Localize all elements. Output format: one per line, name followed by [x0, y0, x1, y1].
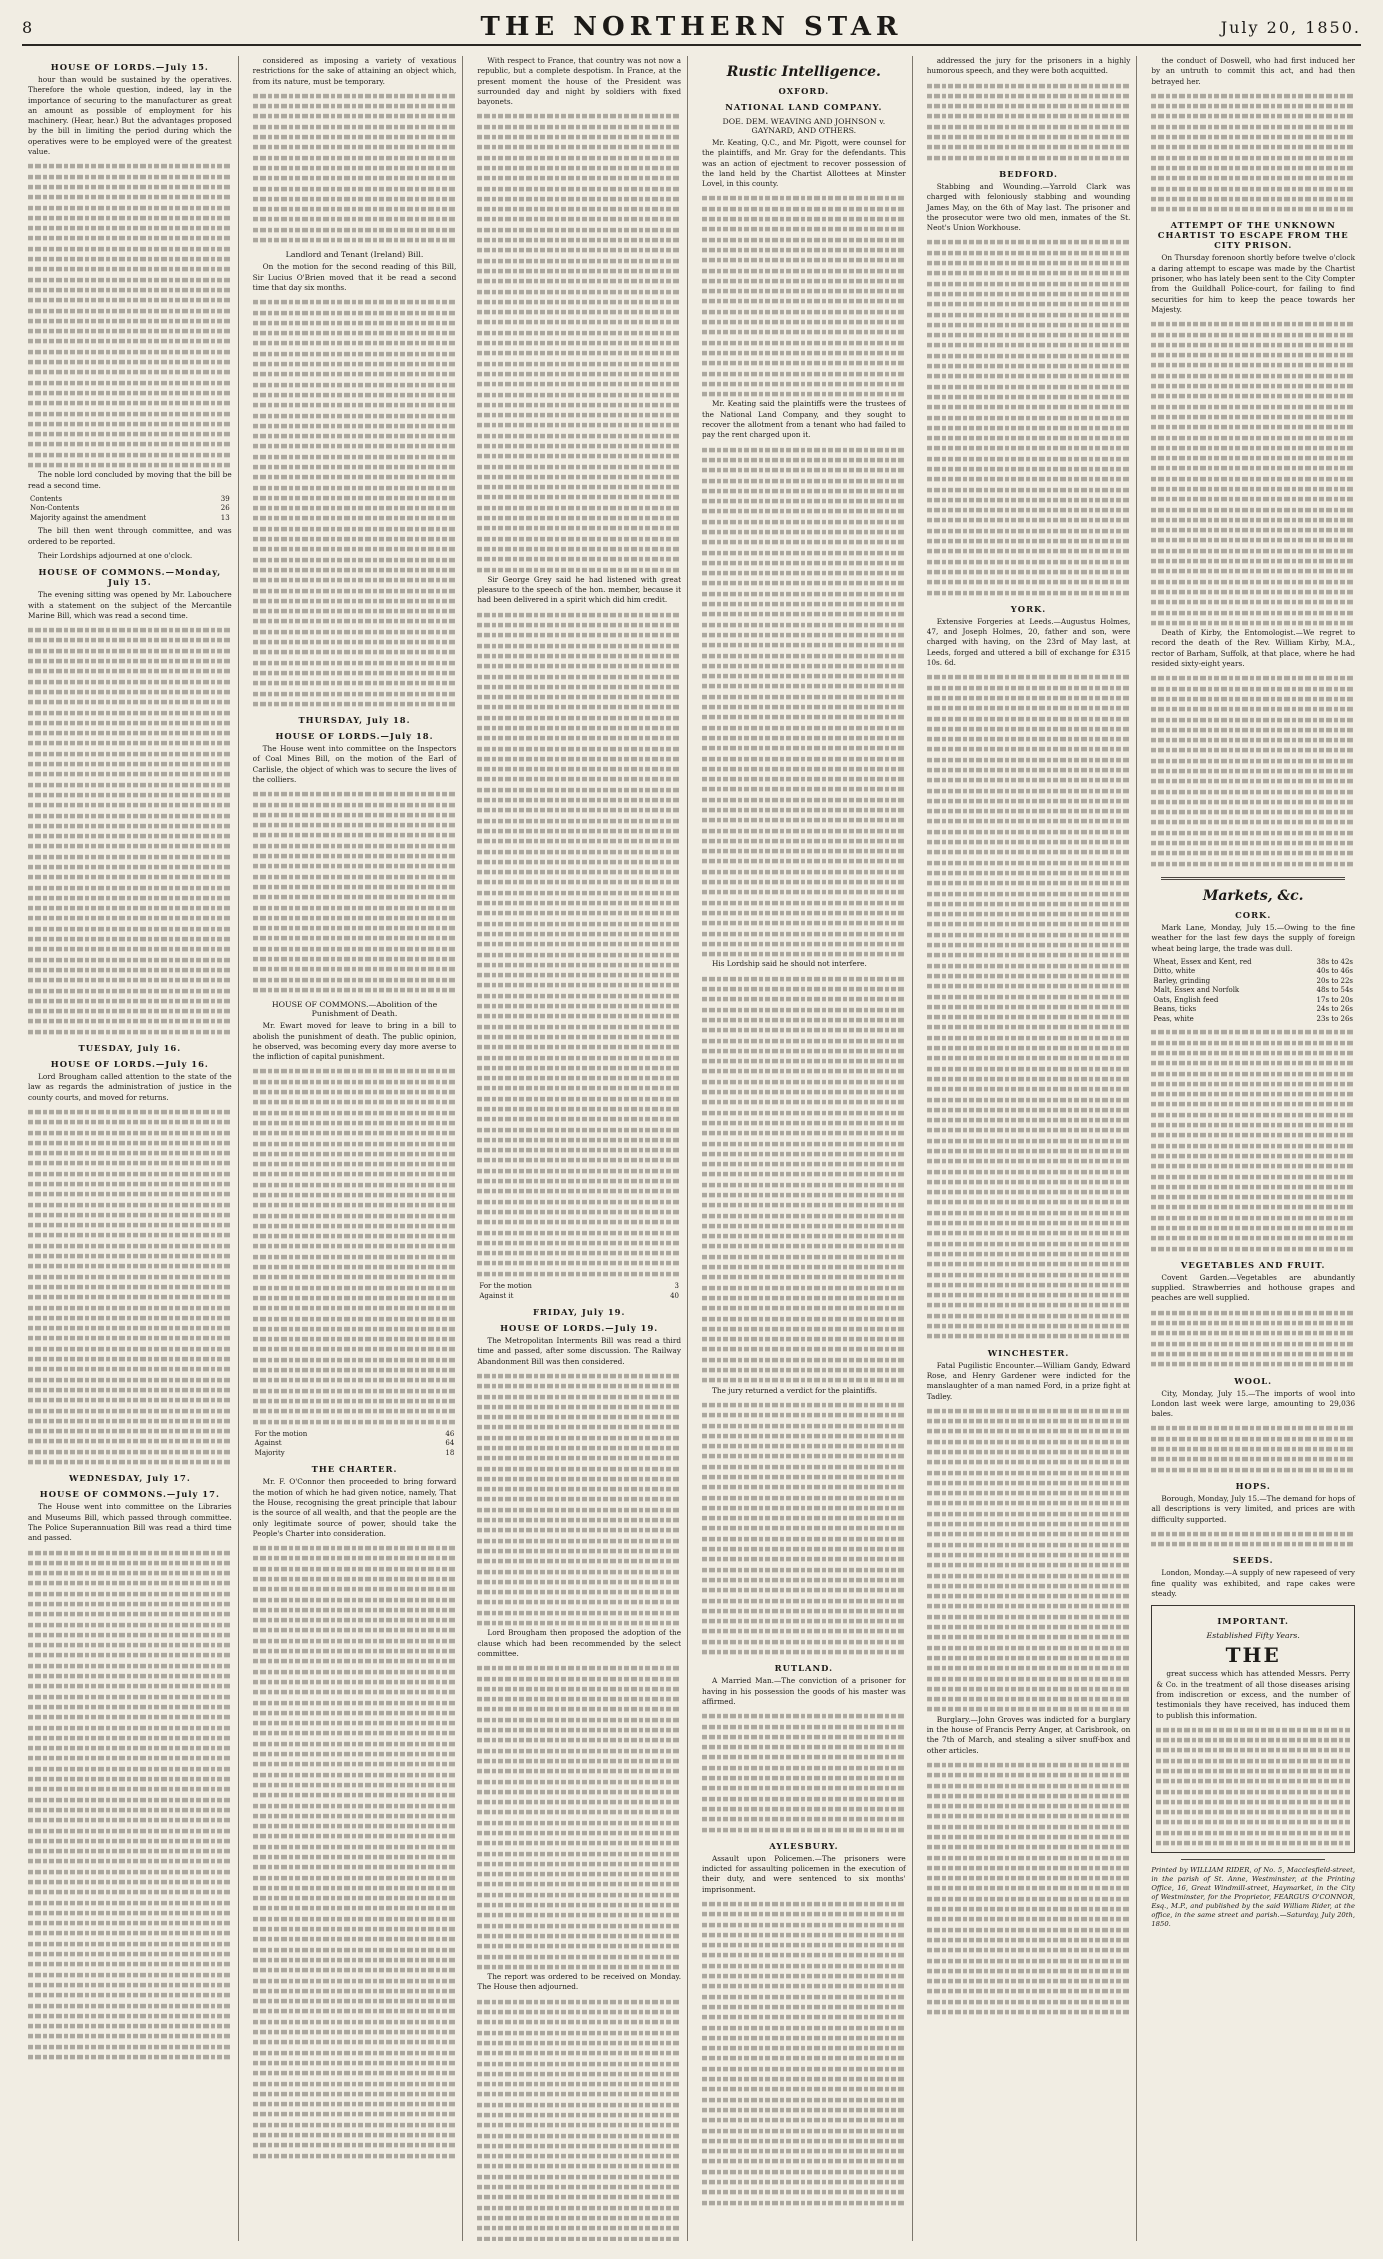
- price-value: 20s to 22s: [1316, 976, 1354, 985]
- article-paragraph: Assault upon Policemen.—The prisoners were indicted for assaulting policemen in the execution of their duty, and were sentenced to six months' imprisonment.: [702, 1853, 906, 1894]
- price-value: 17s to 20s: [1316, 995, 1354, 1004]
- article-paragraph: The report was ordered to be received on Monday. The House then adjourned.: [477, 1972, 682, 1992]
- columns: [22, 56, 1361, 2241]
- section-heading: WINCHESTER.: [987, 1347, 1070, 1358]
- article-paragraph: On Thursday forenoon shortly before twelve o'clock a daring attempt to escape was made by the Chartist prisoner, who has lately been sent to the City Compter from the Guildhall Police-court, for failing to find securities for him to keep the peace towards her Majesty.: [1151, 253, 1356, 314]
- section-heading: ATTEMPT OF THE UNKNOWN CHARTIST TO ESCAPE FROM THE CITY PRISON.: [1157, 220, 1349, 251]
- article-paragraph: Stabbing and Wounding.—Yarrold Clark was charged with feloniously stabbing and wounding James May, on the 6th of May last. The prisoner and the prosecutor were two old men, inmates of the St. Neot's Union Workhouse.: [926, 181, 1131, 233]
- column-1: [22, 56, 239, 2241]
- divider: [1161, 877, 1345, 880]
- article-paragraph: The noble lord concluded by moving that the bill be read a second time.: [28, 470, 232, 490]
- ad-lead: THE: [1225, 1643, 1281, 1668]
- article-paragraph: Borough, Monday, July 15.—The demand for hops of all descriptions is very limited, and prices are with difficulty supported.: [1151, 1493, 1356, 1524]
- section-heading: HOUSE OF LORDS.—July 16.: [50, 1059, 209, 1070]
- price-value: 48s to 54s: [1316, 986, 1354, 995]
- article-paragraph: Fatal Pugilistic Encounter.—William Gandy, Edward Rose, and Henry Gardener were indicted for the manslaughter of a man named Ford, in a prize fight at Tadley.: [926, 1360, 1131, 1401]
- newspaper-title: THE NORTHERN STAR: [480, 12, 903, 42]
- article-paragraph: considered as imposing a variety of vexatious restrictions for the sake of attaining an object which, from its nature, must be temporary.: [252, 56, 457, 86]
- price-row: [1151, 996, 1355, 1006]
- section-heading: Landlord and Tenant (Ireland) Bill.: [285, 250, 424, 260]
- price-item: Oats, English feed: [1153, 995, 1219, 1004]
- section-heading: WOOL.: [1234, 1375, 1273, 1386]
- column-4: [696, 56, 913, 2241]
- section-heading: YORK.: [1010, 603, 1047, 614]
- price-value: 23s to 26s: [1316, 1014, 1354, 1023]
- article-paragraph: Mr. Ewart moved for leave to bring in a bill to abolish the punishment of death. The public opinion, he observed, was becoming every day more averse to the infliction of capital punishment.: [252, 1021, 457, 1062]
- section-heading: NATIONAL LAND COMPANY.: [725, 102, 883, 112]
- article-paragraph: London, Monday.—A supply of new rapeseed of very fine quality was exhibited, and rape cakes were steady.: [1151, 1568, 1356, 1599]
- price-row: [1151, 1005, 1355, 1015]
- section-heading: OXFORD.: [778, 86, 830, 96]
- article-paragraph: The House went into committee on the Inspectors of Coal Mines Bill, on the motion of the Earl of Carlisle, the object of which was to secure the lives of the colliers.: [252, 744, 457, 784]
- article-paragraph: The evening sitting was opened by Mr. Labouchere with a statement on the subject of the Mercantile Marine Bill, which was read a second time.: [28, 590, 232, 620]
- section-heading: HOUSE OF COMMONS.—Abolition of the Punishment of Death.: [271, 1000, 438, 1019]
- ad-text: great success which has attended Messrs. Perry & Co. in the treatment of all those diseases arising from indiscretion or excess, and the number of testimonials they have received, has induced them to publish this information.: [1156, 1669, 1351, 1720]
- section-title: Markets, &c.: [1202, 887, 1304, 904]
- section-title: Rustic Intelligence.: [726, 64, 881, 80]
- price-row: [1151, 986, 1355, 996]
- article-paragraph: Covent Garden.—Vegetables are abundantly supplied. Strawberries and hothouse grapes and peaches are well supplied.: [1151, 1272, 1356, 1303]
- column-5: [921, 56, 1138, 2241]
- divider: [1181, 1859, 1325, 1860]
- article-paragraph: Mr. Keating, Q.C., and Mr. Pigott, were counsel for the plaintiffs, and Mr. Gray for the defendants. This was an action of ejectment to recover possession of the land held by the Chartist Allottees at Minster Lovel, in this county.: [702, 138, 906, 189]
- section-heading: HOUSE OF LORDS.—July 15.: [50, 62, 209, 72]
- article-paragraph: Mr. F. O'Connor then proceeded to bring forward the motion of which he had given notice, namely, That the House, recognising the great principle that labour is the source of all wealth, and that the people are the only legitimate source of power, should take the People's Charter into consideration.: [252, 1477, 457, 1538]
- price-row: [1151, 958, 1355, 968]
- article-paragraph: The bill then went through committee, and was ordered to be reported.: [28, 526, 232, 546]
- article-paragraph: the conduct of Doswell, who had first induced her by an untruth to commit this act, and had then betrayed her.: [1151, 56, 1356, 86]
- section-heading: HOUSE OF COMMONS.—Monday, July 15.: [38, 567, 222, 588]
- price-value: 38s to 42s: [1316, 957, 1354, 966]
- price-item: Peas, white: [1153, 1014, 1194, 1023]
- section-heading: BEDFORD.: [999, 168, 1058, 179]
- price-item: Wheat, Essex and Kent, red: [1153, 957, 1252, 966]
- section-heading: THURSDAY, July 18.: [298, 715, 411, 726]
- section-heading: HOUSE OF LORDS.—July 19.: [500, 1323, 659, 1334]
- page-number: 8: [22, 18, 33, 37]
- article-paragraph: City, Monday, July 15.—The imports of wool into London last week were large, amounting to 29,036 bales.: [1151, 1388, 1356, 1419]
- price-value: 40s to 46s: [1316, 967, 1354, 976]
- article-paragraph: The jury returned a verdict for the plaintiffs.: [712, 1385, 878, 1395]
- article-paragraph: Their Lordships adjourned at one o'clock.: [38, 550, 193, 560]
- column-3: [471, 56, 688, 2241]
- price-item: Beans, ticks: [1153, 1005, 1197, 1014]
- advertisement: [1151, 1605, 1355, 1853]
- section-heading: FRIDAY, July 19.: [532, 1307, 626, 1318]
- article-paragraph: On the motion for the second reading of this Bill, Sir Lucius O'Brien moved that it be read a second time that day six months.: [252, 262, 457, 292]
- price-item: Barley, grinding: [1153, 976, 1211, 985]
- price-row: [1151, 1015, 1355, 1025]
- article-paragraph: Extensive Forgeries at Leeds.—Augustus Holmes, 47, and Joseph Holmes, 20, father and son, were charged with having, on the 23rd of May last, at Leeds, forged and uttered a bill of exchange for £315 10s. 6d.: [926, 616, 1131, 668]
- section-heading: CORK.: [1235, 909, 1272, 920]
- price-row: [1151, 977, 1355, 987]
- price-table: [1151, 958, 1355, 1025]
- article-paragraph: The Metropolitan Interments Bill was read a third time and passed, after some discussion. The Railway Abandonment Bill was then considered.: [477, 1336, 682, 1366]
- division-list: For the motion 46 Against 64 Majority 18: [254, 1429, 455, 1457]
- column-6: [1145, 56, 1361, 2241]
- section-heading: TUESDAY, July 16.: [78, 1043, 182, 1054]
- division-list: For the motion 3 Against it 40: [479, 1282, 680, 1300]
- article-paragraph: Sir George Grey said he had listened with great pleasure to the speech of the hon. member, because it had been delivered in a spirit which did him credit.: [477, 574, 682, 605]
- ad-heading: IMPORTANT.: [1217, 1616, 1289, 1627]
- article-paragraph: With respect to France, that country was not now a republic, but a complete despotism. In France, at the present moment the house of the President was surrounded day and night by soldiers with fixed bayonets.: [477, 56, 682, 107]
- masthead: [22, 10, 1361, 46]
- price-item: Ditto, white: [1153, 967, 1196, 976]
- price-value: 24s to 26s: [1316, 1005, 1354, 1014]
- section-heading: VEGETABLES AND FRUIT.: [1180, 1259, 1326, 1270]
- section-heading: WEDNESDAY, July 17.: [68, 1473, 191, 1484]
- article-paragraph: His Lordship said he should not interfere.: [712, 959, 867, 969]
- issue-date: July 20, 1850.: [1220, 18, 1361, 37]
- printer-imprint: Printed by WILLIAM RIDER, of No. 5, Macclesfield-street, in the parish of St. Anne, Westminster, at the Printing Office, 16, Great Windmill-street, Haymarket, in the City of Westminster, for the Proprietor, FEARGUS O'CONNOR, Esq., M.P., and published by the said William Rider, at the office, in the same street and parish.—Saturday, July 20th, 1850.: [1151, 1866, 1356, 1929]
- article-paragraph: A Married Man.—The conviction of a prisoner for having in his possession the goods of his master was affirmed.: [702, 1676, 906, 1706]
- article-paragraph: Burglary.—John Groves was indicted for a burglary in the house of Francis Perry Anger, at Carisbrook, on the 7th of March, and stealing a silver snuff-box and other articles.: [926, 1714, 1131, 1755]
- column-2: [247, 56, 464, 2241]
- ad-subheading: Established Fifty Years.: [1206, 1631, 1300, 1641]
- section-heading: AYLESBURY.: [769, 1840, 839, 1851]
- article-paragraph: Death of Kirby, the Entomologist.—We regret to record the death of the Rev. William Kirby, M.A., rector of Barham, Suffolk, at that place, where he had resided sixty-eight years.: [1151, 628, 1356, 669]
- price-row: [1151, 967, 1355, 977]
- article-paragraph: hour than would be sustained by the operatives. Therefore the whole question, indeed, lay in the importance of securing to the manufacturer as great an amount as possible of employment for his machinery. (Hear, hear.) But the advantages proposed by the bill in limiting the period during which the operatives were to be employed were of the greatest value.: [28, 75, 232, 157]
- article-paragraph: Lord Brougham then proposed the adoption of the clause which had been recommended by the select committee.: [477, 1628, 682, 1658]
- section-heading: SEEDS.: [1232, 1555, 1274, 1566]
- section-heading: THE CHARTER.: [311, 1464, 398, 1475]
- price-item: Malt, Essex and Norfolk: [1153, 986, 1240, 995]
- article-paragraph: The House went into committee on the Libraries and Museums Bill, which passed through committee. The Police Superannuation Bill was read a third time and passed.: [28, 1502, 232, 1543]
- article-paragraph: Mr. Keating said the plaintiffs were the trustees of the National Land Company, and they sought to recover the allotment from a tenant who had failed to pay the rent charged upon it.: [702, 399, 906, 440]
- section-heading: RUTLAND.: [774, 1663, 834, 1674]
- section-heading: HOPS.: [1235, 1480, 1271, 1491]
- article-paragraph: Mark Lane, Monday, July 15.—Owing to the fine weather for the last few days the supply of foreign wheat being large, the trade was dull.: [1151, 922, 1356, 953]
- section-heading: HOUSE OF LORDS.—July 18.: [275, 731, 434, 742]
- division-list: Contents 39 Non-Contents 26 Majority against the amendment 13: [30, 494, 230, 522]
- article-paragraph: addressed the jury for the prisoners in a highly humorous speech, and they were both acquitted.: [926, 56, 1131, 76]
- section-heading: HOUSE OF COMMONS.—July 17.: [39, 1489, 220, 1500]
- case-title: DOE. DEM. WEAVING AND JOHNSON v. GAYNARD, AND OTHERS.: [722, 117, 886, 135]
- article-paragraph: Lord Brougham called attention to the state of the law as regards the administration of justice in the county courts, and moved for returns.: [28, 1072, 232, 1102]
